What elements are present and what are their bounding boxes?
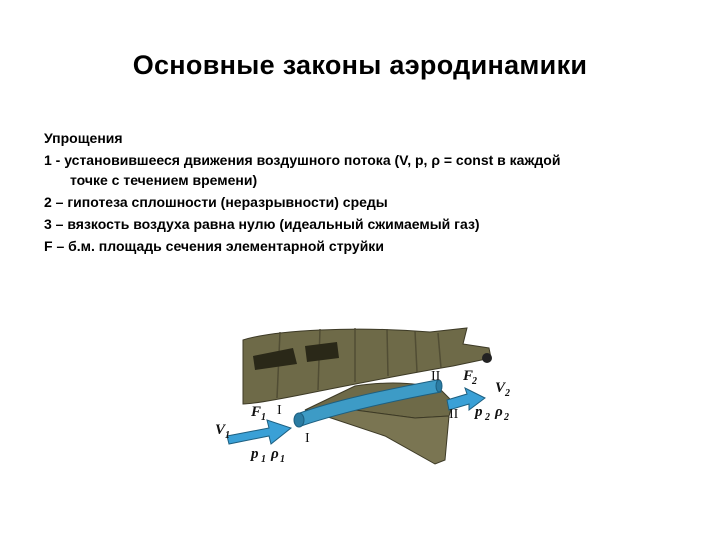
list-item-f: F – б.м. площадь сечения элементарной струйки (44, 238, 384, 254)
label-section1-bottom: I (305, 431, 310, 446)
inlet-arrow-icon (227, 420, 291, 444)
label-rho2-sub: 2 (504, 412, 509, 423)
airplane-stream-tube-figure (205, 318, 525, 468)
list-item-2: 2 – гипотеза сплошности (неразрывности) среды (44, 194, 388, 210)
label-v1: V (215, 422, 226, 438)
label-section1-top: I (277, 403, 282, 418)
slide-title: Основные законы аэродинамики (132, 50, 588, 80)
list-item-1: 1 - установившееся движения воздушного потока (V, p, ρ = const в каждой (44, 152, 561, 168)
label-v2-sub: 2 (505, 388, 510, 399)
label-rho1-sub: 1 (280, 454, 285, 465)
airplane-diagram (205, 318, 525, 468)
list-heading: Упрощения (44, 130, 123, 146)
label-f1-sub: 1 (261, 412, 266, 423)
label-f2: F (463, 368, 474, 384)
label-p2-sub: 2 (485, 412, 490, 423)
label-f2-sub: 2 (472, 376, 477, 387)
label-section2-bottom: II (449, 407, 459, 422)
simplifications-list (44, 127, 684, 257)
label-v1-sub: 1 (225, 430, 230, 441)
exhaust-circle (482, 353, 492, 363)
label-rho2: ρ (495, 404, 503, 420)
list-item-3: 3 – вязкость воздуха равна нулю (идеальный сжимаемый газ) (44, 216, 480, 232)
section-1-ellipse (294, 413, 304, 427)
label-p1: p (251, 446, 259, 462)
label-section2-top: II (431, 369, 441, 384)
label-rho1: ρ (271, 446, 279, 462)
label-p2: p (475, 404, 483, 420)
label-f1: F (251, 404, 262, 420)
label-p1-sub: 1 (261, 454, 266, 465)
label-v2: V (495, 380, 506, 396)
list-item-1-continuation: точке с течением времени) (70, 172, 258, 188)
